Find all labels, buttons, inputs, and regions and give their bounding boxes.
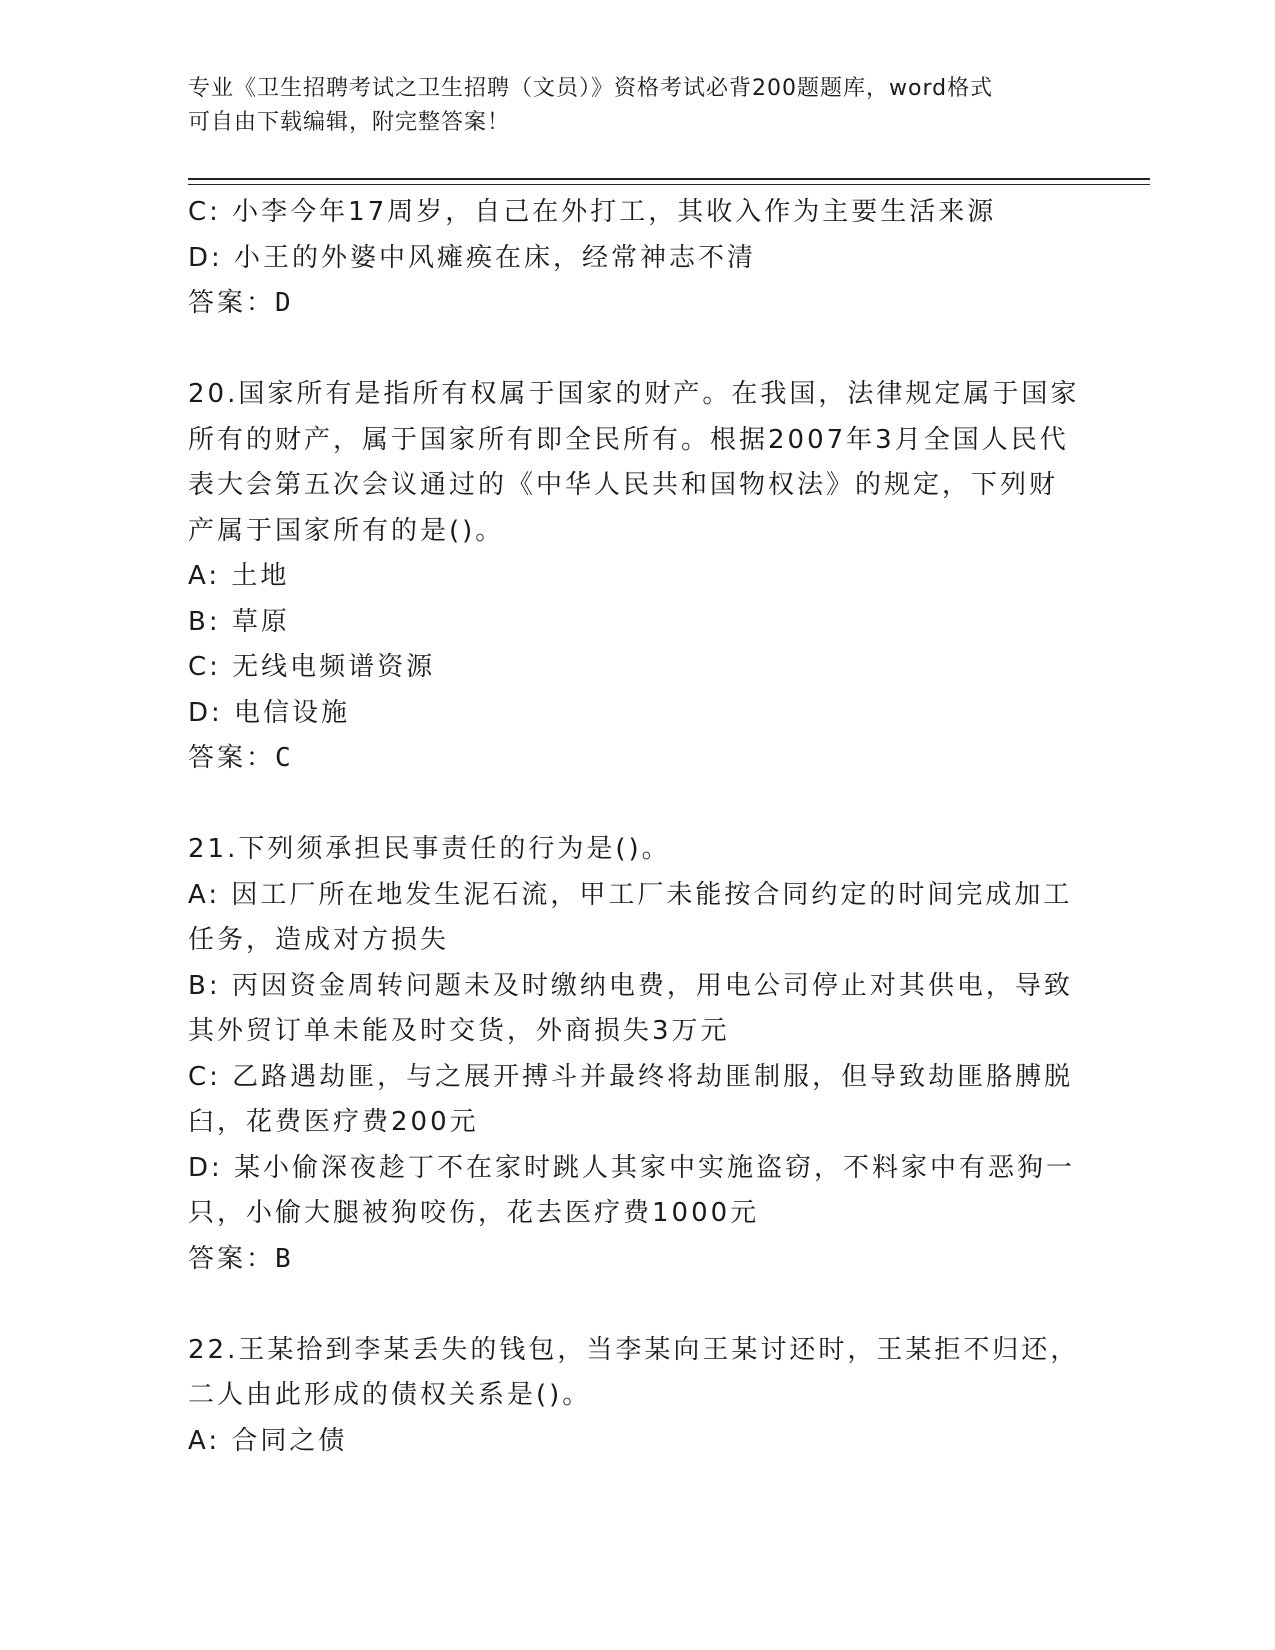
spacer (188, 327, 1068, 373)
q20-option-a: A: 土地 (188, 561, 290, 591)
q20-answer: 答案：C (188, 743, 294, 773)
q19-option-c: C: 小李今年17周岁，自己在外打工，其收入作为主要生活来源 (188, 197, 997, 227)
q21-option-c-line-1: C: 乙路遇劫匪，与之展开搏斗并最终将劫匪制服，但导致劫匪胳膊脱 (188, 1061, 1074, 1092)
q20-option-c: C: 无线电频谱资源 (188, 652, 436, 682)
spacer (188, 782, 1068, 828)
header-divider-thick (188, 178, 1150, 180)
q19-answer: 答案：D (188, 288, 294, 318)
q22-stem-line-1: 22.王某拾到李某丢失的钱包，当李某向王某讨还时，王某拒不归还， (188, 1334, 1080, 1365)
q21-option-c-line-2: 臼，花费医疗费200元 (188, 1107, 479, 1137)
spacer (188, 1282, 1068, 1328)
q20-option-b: B: 草原 (188, 606, 290, 637)
q21-option-b-line-1: B: 丙因资金周转问题未及时缴纳电费，用电公司停止对其供电，导致 (188, 970, 1073, 1001)
q21-stem: 21.下列须承担民事责任的行为是()。 (188, 834, 671, 864)
q20-stem-line-1: 20.国家所有是指所有权属于国家的财产。在我国，法律规定属于国家 (188, 379, 1080, 409)
q21-option-b-line-2: 其外贸订单未能及时交货，外商损失3万元 (188, 1016, 730, 1046)
q21-option-a-line-1: A: 因工厂所在地发生泥石流，甲工厂未能按合同约定的时间完成加工 (188, 879, 1073, 910)
q20-stem-line-4: 产属于国家所有的是()。 (188, 515, 505, 546)
header-line-2: 可自由下载编辑，附完整答案！ (188, 110, 511, 135)
q19-option-d: D: 小王的外婆中风瘫痪在床，经常神志不清 (188, 242, 757, 273)
header-divider-thin (188, 184, 1150, 185)
q21-option-a-line-2: 任务，造成对方损失 (188, 925, 450, 955)
q21-option-d-line-2: 只，小偷大腿被狗咬伤，花去医疗费1000元 (188, 1198, 760, 1228)
question-content (188, 190, 1080, 1464)
q22-option-a: A: 合同之债 (188, 1425, 348, 1456)
header-line-1: 专业《卫生招聘考试之卫生招聘（文员）》资格考试必背200题题库，word格式 (188, 76, 994, 101)
q20-stem-line-2: 所有的财产，属于国家所有即全民所有。根据2007年3月全国人民代 (188, 424, 1069, 455)
q21-option-d-line-1: D: 某小偷深夜趁丁不在家时跳人其家中实施盗窃，不料家中有恶狗一 (188, 1152, 1076, 1183)
q22-stem-line-2: 二人由此形成的债权关系是()。 (188, 1380, 592, 1410)
q20-stem-line-3: 表大会第五次会议通过的《中华人民共和国物权法》的规定，下列财 (188, 470, 1059, 500)
document-header (188, 72, 1068, 140)
q20-option-d: D: 电信设施 (188, 697, 351, 728)
q21-answer: 答案：B (188, 1243, 294, 1274)
